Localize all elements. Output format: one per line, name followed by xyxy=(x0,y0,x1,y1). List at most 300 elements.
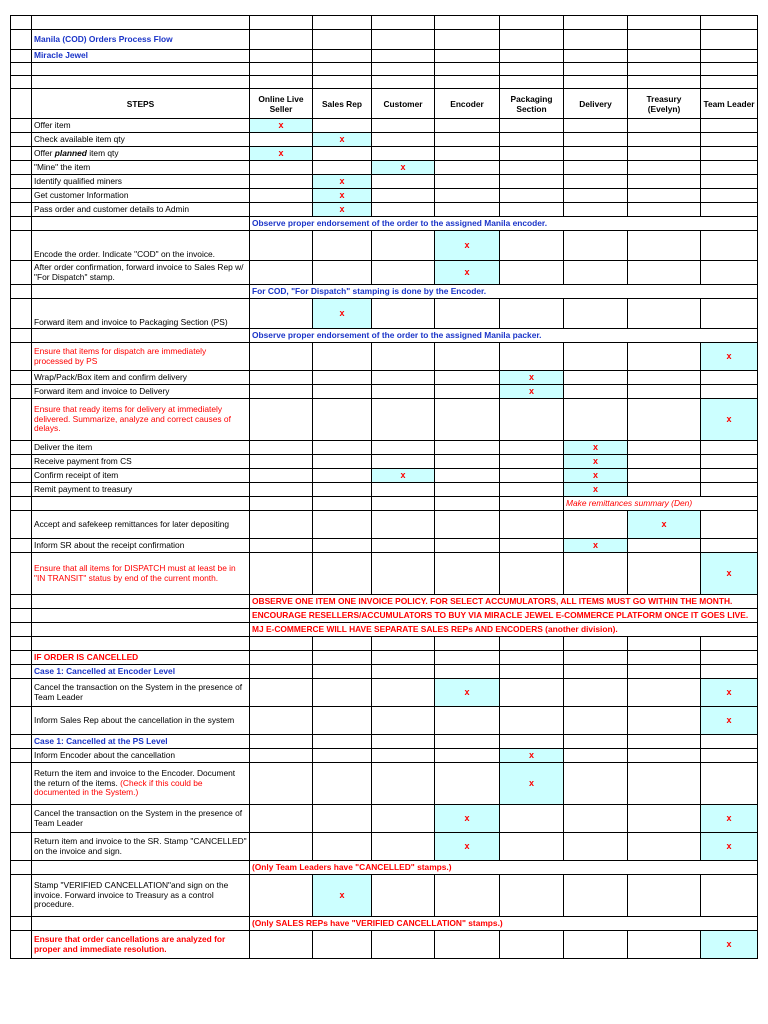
empty-cell[interactable] xyxy=(250,707,313,735)
empty-cell[interactable] xyxy=(701,875,758,917)
empty-cell[interactable] xyxy=(313,455,372,469)
step-text[interactable]: Remit payment to treasury xyxy=(32,483,250,497)
empty-cell[interactable] xyxy=(500,497,564,511)
empty-cell[interactable] xyxy=(435,161,500,175)
empty-cell[interactable] xyxy=(564,385,628,399)
step-text[interactable]: Deliver the item xyxy=(32,441,250,455)
step-text[interactable]: Cancel the transaction on the System in the presence of Team Leader xyxy=(32,805,250,833)
empty-cell[interactable] xyxy=(701,231,758,261)
empty-cell[interactable] xyxy=(250,371,313,385)
empty-cell[interactable] xyxy=(564,299,628,329)
empty-cell[interactable] xyxy=(11,749,32,763)
empty-cell[interactable] xyxy=(250,63,313,76)
note-text[interactable]: (Only Team Leaders have "CANCELLED" stamps.) xyxy=(250,861,758,875)
empty-cell[interactable] xyxy=(11,231,32,261)
empty-cell[interactable] xyxy=(11,217,32,231)
empty-cell[interactable] xyxy=(628,399,701,441)
section-label[interactable]: IF ORDER IS CANCELLED xyxy=(32,651,250,665)
empty-cell[interactable] xyxy=(11,261,32,285)
empty-cell[interactable] xyxy=(372,763,435,805)
empty-cell[interactable] xyxy=(435,133,500,147)
x-mark[interactable]: x xyxy=(701,679,758,707)
empty-cell[interactable] xyxy=(564,343,628,371)
column-header[interactable]: Delivery xyxy=(564,89,628,119)
empty-cell[interactable] xyxy=(435,637,500,651)
empty-cell[interactable] xyxy=(435,16,500,30)
empty-cell[interactable] xyxy=(628,805,701,833)
empty-cell[interactable] xyxy=(313,665,372,679)
empty-cell[interactable] xyxy=(435,651,500,665)
empty-cell[interactable] xyxy=(435,50,500,63)
empty-cell[interactable] xyxy=(500,483,564,497)
step-text[interactable]: Accept and safekeep remittances for later depositing xyxy=(32,511,250,539)
x-mark[interactable]: x xyxy=(435,261,500,285)
empty-cell[interactable] xyxy=(701,371,758,385)
note-text[interactable]: Observe proper endorsement of the order to the assigned Manila packer. xyxy=(250,329,758,343)
empty-cell[interactable] xyxy=(628,63,701,76)
empty-cell[interactable] xyxy=(500,651,564,665)
empty-cell[interactable] xyxy=(564,203,628,217)
empty-cell[interactable] xyxy=(628,749,701,763)
empty-cell[interactable] xyxy=(564,63,628,76)
empty-cell[interactable] xyxy=(11,651,32,665)
empty-cell[interactable] xyxy=(564,735,628,749)
empty-cell[interactable] xyxy=(500,175,564,189)
empty-cell[interactable] xyxy=(32,329,250,343)
empty-cell[interactable] xyxy=(435,147,500,161)
empty-cell[interactable] xyxy=(11,63,32,76)
empty-cell[interactable] xyxy=(564,763,628,805)
note-text[interactable]: ENCOURAGE RESELLERS/ACCUMULATORS TO BUY VIA MIRACLE JEWEL E-COMMERCE PLATFORM ONCE IT GOES LIVE. xyxy=(250,609,758,623)
remittance-note[interactable]: Make remittances summary (Den) xyxy=(564,497,758,511)
empty-cell[interactable] xyxy=(250,299,313,329)
empty-cell[interactable] xyxy=(435,707,500,735)
empty-cell[interactable] xyxy=(250,399,313,441)
empty-cell[interactable] xyxy=(701,119,758,133)
empty-cell[interactable] xyxy=(628,189,701,203)
empty-cell[interactable] xyxy=(564,147,628,161)
empty-cell[interactable] xyxy=(564,511,628,539)
empty-cell[interactable] xyxy=(435,469,500,483)
empty-cell[interactable] xyxy=(11,511,32,539)
empty-cell[interactable] xyxy=(372,133,435,147)
column-header[interactable]: Treasury (Evelyn) xyxy=(628,89,701,119)
empty-cell[interactable] xyxy=(313,763,372,805)
x-mark[interactable]: x xyxy=(435,231,500,261)
empty-cell[interactable] xyxy=(313,161,372,175)
empty-cell[interactable] xyxy=(250,539,313,553)
x-mark[interactable]: x xyxy=(701,805,758,833)
empty-cell[interactable] xyxy=(250,637,313,651)
empty-cell[interactable] xyxy=(372,511,435,539)
empty-cell[interactable] xyxy=(564,651,628,665)
empty-cell[interactable] xyxy=(372,261,435,285)
empty-cell[interactable] xyxy=(11,875,32,917)
empty-cell[interactable] xyxy=(701,539,758,553)
empty-cell[interactable] xyxy=(372,119,435,133)
empty-cell[interactable] xyxy=(500,735,564,749)
empty-cell[interactable] xyxy=(500,16,564,30)
empty-cell[interactable] xyxy=(701,385,758,399)
empty-cell[interactable] xyxy=(628,261,701,285)
empty-cell[interactable] xyxy=(628,16,701,30)
empty-cell[interactable] xyxy=(564,665,628,679)
empty-cell[interactable] xyxy=(435,63,500,76)
empty-cell[interactable] xyxy=(250,553,313,595)
empty-cell[interactable] xyxy=(250,497,313,511)
x-mark[interactable]: x xyxy=(500,749,564,763)
empty-cell[interactable] xyxy=(435,763,500,805)
x-mark[interactable]: x xyxy=(372,161,435,175)
empty-cell[interactable] xyxy=(435,749,500,763)
empty-cell[interactable] xyxy=(11,861,32,875)
empty-cell[interactable] xyxy=(628,343,701,371)
empty-cell[interactable] xyxy=(701,203,758,217)
empty-cell[interactable] xyxy=(313,483,372,497)
empty-cell[interactable] xyxy=(435,483,500,497)
empty-cell[interactable] xyxy=(313,343,372,371)
empty-cell[interactable] xyxy=(32,76,250,89)
step-text[interactable]: Identify qualified miners xyxy=(32,175,250,189)
empty-cell[interactable] xyxy=(701,30,758,50)
step-text[interactable]: Cancel the transaction on the System in the presence of Team Leader xyxy=(32,679,250,707)
empty-cell[interactable] xyxy=(628,483,701,497)
empty-cell[interactable] xyxy=(500,665,564,679)
step-text[interactable]: Inform Sales Rep about the cancellation in the system xyxy=(32,707,250,735)
empty-cell[interactable] xyxy=(372,50,435,63)
empty-cell[interactable] xyxy=(11,385,32,399)
empty-cell[interactable] xyxy=(628,119,701,133)
section-label[interactable]: Case 1: Cancelled at Encoder Level xyxy=(32,665,250,679)
empty-cell[interactable] xyxy=(313,637,372,651)
empty-cell[interactable] xyxy=(628,371,701,385)
empty-cell[interactable] xyxy=(313,735,372,749)
empty-cell[interactable] xyxy=(500,399,564,441)
empty-cell[interactable] xyxy=(11,833,32,861)
empty-cell[interactable] xyxy=(435,553,500,595)
empty-cell[interactable] xyxy=(32,637,250,651)
x-mark[interactable]: x xyxy=(500,385,564,399)
column-header[interactable]: Packaging Section xyxy=(500,89,564,119)
empty-cell[interactable] xyxy=(250,231,313,261)
empty-cell[interactable] xyxy=(250,679,313,707)
empty-cell[interactable] xyxy=(500,30,564,50)
empty-cell[interactable] xyxy=(500,203,564,217)
step-text[interactable]: Stamp "VERIFIED CANCELLATION"and sign on the invoice. Forward invoice to Treasury as a control procedure. xyxy=(32,875,250,917)
empty-cell[interactable] xyxy=(701,455,758,469)
empty-cell[interactable] xyxy=(313,76,372,89)
empty-cell[interactable] xyxy=(500,833,564,861)
empty-cell[interactable] xyxy=(500,161,564,175)
empty-cell[interactable] xyxy=(11,609,32,623)
x-mark[interactable]: x xyxy=(313,299,372,329)
empty-cell[interactable] xyxy=(32,595,250,609)
empty-cell[interactable] xyxy=(11,16,32,30)
empty-cell[interactable] xyxy=(250,343,313,371)
empty-cell[interactable] xyxy=(701,161,758,175)
empty-cell[interactable] xyxy=(628,161,701,175)
empty-cell[interactable] xyxy=(500,231,564,261)
empty-cell[interactable] xyxy=(32,609,250,623)
empty-cell[interactable] xyxy=(628,133,701,147)
empty-cell[interactable] xyxy=(435,399,500,441)
step-text[interactable]: Ensure that items for dispatch are immediately processed by PS xyxy=(32,343,250,371)
empty-cell[interactable] xyxy=(250,875,313,917)
empty-cell[interactable] xyxy=(11,399,32,441)
empty-cell[interactable] xyxy=(628,553,701,595)
empty-cell[interactable] xyxy=(628,875,701,917)
x-mark[interactable]: x xyxy=(313,175,372,189)
empty-cell[interactable] xyxy=(628,441,701,455)
empty-cell[interactable] xyxy=(628,637,701,651)
empty-cell[interactable] xyxy=(701,147,758,161)
empty-cell[interactable] xyxy=(564,371,628,385)
step-text[interactable]: Inform SR about the receipt confirmation xyxy=(32,539,250,553)
empty-cell[interactable] xyxy=(564,637,628,651)
empty-cell[interactable] xyxy=(564,231,628,261)
empty-cell[interactable] xyxy=(372,76,435,89)
empty-cell[interactable] xyxy=(564,931,628,959)
empty-cell[interactable] xyxy=(313,399,372,441)
empty-cell[interactable] xyxy=(701,763,758,805)
empty-cell[interactable] xyxy=(628,175,701,189)
empty-cell[interactable] xyxy=(564,189,628,203)
empty-cell[interactable] xyxy=(372,343,435,371)
empty-cell[interactable] xyxy=(313,553,372,595)
empty-cell[interactable] xyxy=(628,231,701,261)
empty-cell[interactable] xyxy=(628,147,701,161)
empty-cell[interactable] xyxy=(250,203,313,217)
empty-cell[interactable] xyxy=(11,483,32,497)
empty-cell[interactable] xyxy=(313,63,372,76)
empty-cell[interactable] xyxy=(11,371,32,385)
empty-cell[interactable] xyxy=(628,455,701,469)
x-mark[interactable]: x xyxy=(564,483,628,497)
empty-cell[interactable] xyxy=(701,735,758,749)
empty-cell[interactable] xyxy=(250,469,313,483)
empty-cell[interactable] xyxy=(11,441,32,455)
empty-cell[interactable] xyxy=(500,299,564,329)
empty-cell[interactable] xyxy=(564,50,628,63)
x-mark[interactable]: x xyxy=(564,455,628,469)
x-mark[interactable]: x xyxy=(313,189,372,203)
empty-cell[interactable] xyxy=(250,161,313,175)
step-text[interactable]: Forward item and invoice to Delivery xyxy=(32,385,250,399)
column-header[interactable]: Team Leader xyxy=(701,89,758,119)
empty-cell[interactable] xyxy=(372,189,435,203)
empty-cell[interactable] xyxy=(628,833,701,861)
empty-cell[interactable] xyxy=(250,189,313,203)
empty-cell[interactable] xyxy=(250,30,313,50)
empty-cell[interactable] xyxy=(313,833,372,861)
empty-cell[interactable] xyxy=(11,161,32,175)
empty-cell[interactable] xyxy=(564,161,628,175)
empty-cell[interactable] xyxy=(564,119,628,133)
step-text[interactable]: Offer item xyxy=(32,119,250,133)
empty-cell[interactable] xyxy=(11,285,32,299)
x-mark[interactable]: x xyxy=(701,399,758,441)
x-mark[interactable]: x xyxy=(500,763,564,805)
empty-cell[interactable] xyxy=(313,231,372,261)
empty-cell[interactable] xyxy=(372,707,435,735)
empty-cell[interactable] xyxy=(564,30,628,50)
empty-cell[interactable] xyxy=(313,511,372,539)
empty-cell[interactable] xyxy=(500,931,564,959)
empty-cell[interactable] xyxy=(435,665,500,679)
step-text[interactable]: "Mine" the item xyxy=(32,161,250,175)
empty-cell[interactable] xyxy=(372,553,435,595)
column-header[interactable]: Customer xyxy=(372,89,435,119)
empty-cell[interactable] xyxy=(313,805,372,833)
empty-cell[interactable] xyxy=(500,189,564,203)
empty-cell[interactable] xyxy=(564,679,628,707)
empty-cell[interactable] xyxy=(500,679,564,707)
empty-cell[interactable] xyxy=(435,189,500,203)
empty-cell[interactable] xyxy=(11,931,32,959)
empty-cell[interactable] xyxy=(564,553,628,595)
empty-cell[interactable] xyxy=(313,931,372,959)
empty-cell[interactable] xyxy=(701,651,758,665)
empty-cell[interactable] xyxy=(372,299,435,329)
empty-cell[interactable] xyxy=(250,735,313,749)
empty-cell[interactable] xyxy=(564,175,628,189)
empty-cell[interactable] xyxy=(500,553,564,595)
note-text[interactable]: Observe proper endorsement of the order to the assigned Manila encoder. xyxy=(250,217,758,231)
empty-cell[interactable] xyxy=(250,665,313,679)
step-text[interactable]: Inform Encoder about the cancellation xyxy=(32,749,250,763)
empty-cell[interactable] xyxy=(435,76,500,89)
empty-cell[interactable] xyxy=(564,875,628,917)
empty-cell[interactable] xyxy=(372,679,435,707)
empty-cell[interactable] xyxy=(435,175,500,189)
empty-cell[interactable] xyxy=(313,707,372,735)
step-text[interactable]: Ensure that ready items for delivery at immediately delivered. Summarize, analyze and correct causes of delays. xyxy=(32,399,250,441)
empty-cell[interactable] xyxy=(250,805,313,833)
x-mark[interactable]: x xyxy=(250,147,313,161)
empty-cell[interactable] xyxy=(500,805,564,833)
steps-header[interactable]: STEPS xyxy=(32,89,250,119)
empty-cell[interactable] xyxy=(11,119,32,133)
empty-cell[interactable] xyxy=(500,875,564,917)
empty-cell[interactable] xyxy=(313,30,372,50)
empty-cell[interactable] xyxy=(11,343,32,371)
empty-cell[interactable] xyxy=(372,483,435,497)
empty-cell[interactable] xyxy=(372,147,435,161)
empty-cell[interactable] xyxy=(313,50,372,63)
empty-cell[interactable] xyxy=(11,455,32,469)
empty-cell[interactable] xyxy=(701,189,758,203)
x-mark[interactable]: x xyxy=(628,511,701,539)
empty-cell[interactable] xyxy=(435,497,500,511)
empty-cell[interactable] xyxy=(500,441,564,455)
empty-cell[interactable] xyxy=(435,441,500,455)
empty-cell[interactable] xyxy=(628,679,701,707)
empty-cell[interactable] xyxy=(11,147,32,161)
empty-cell[interactable] xyxy=(313,119,372,133)
x-mark[interactable]: x xyxy=(500,371,564,385)
empty-cell[interactable] xyxy=(313,371,372,385)
empty-cell[interactable] xyxy=(500,261,564,285)
x-mark[interactable]: x xyxy=(435,679,500,707)
empty-cell[interactable] xyxy=(32,917,250,931)
empty-cell[interactable] xyxy=(11,637,32,651)
empty-cell[interactable] xyxy=(11,735,32,749)
empty-cell[interactable] xyxy=(628,76,701,89)
empty-cell[interactable] xyxy=(11,553,32,595)
empty-cell[interactable] xyxy=(11,189,32,203)
empty-cell[interactable] xyxy=(701,511,758,539)
step-text[interactable]: Encode the order. Indicate "COD" on the invoice. xyxy=(32,231,250,261)
empty-cell[interactable] xyxy=(11,623,32,637)
empty-cell[interactable] xyxy=(628,385,701,399)
empty-cell[interactable] xyxy=(313,469,372,483)
empty-cell[interactable] xyxy=(372,175,435,189)
empty-cell[interactable] xyxy=(500,50,564,63)
empty-cell[interactable] xyxy=(701,133,758,147)
empty-cell[interactable] xyxy=(250,441,313,455)
empty-cell[interactable] xyxy=(435,539,500,553)
step-text[interactable]: Confirm receipt of item xyxy=(32,469,250,483)
step-text[interactable]: Wrap/Pack/Box item and confirm delivery xyxy=(32,371,250,385)
empty-cell[interactable] xyxy=(628,50,701,63)
empty-cell[interactable] xyxy=(701,441,758,455)
x-mark[interactable]: x xyxy=(313,203,372,217)
title-cell[interactable] xyxy=(32,30,250,50)
empty-cell[interactable] xyxy=(435,371,500,385)
x-mark[interactable]: x xyxy=(701,833,758,861)
empty-cell[interactable] xyxy=(313,539,372,553)
empty-cell[interactable] xyxy=(701,483,758,497)
step-text[interactable]: Get customer Information xyxy=(32,189,250,203)
empty-cell[interactable] xyxy=(701,50,758,63)
empty-cell[interactable] xyxy=(500,119,564,133)
empty-cell[interactable] xyxy=(250,763,313,805)
empty-cell[interactable] xyxy=(32,217,250,231)
empty-cell[interactable] xyxy=(628,469,701,483)
step-text[interactable]: Pass order and customer details to Admin xyxy=(32,203,250,217)
empty-cell[interactable] xyxy=(500,455,564,469)
empty-cell[interactable] xyxy=(250,261,313,285)
empty-cell[interactable] xyxy=(701,63,758,76)
empty-cell[interactable] xyxy=(435,343,500,371)
empty-cell[interactable] xyxy=(372,875,435,917)
empty-cell[interactable] xyxy=(313,385,372,399)
empty-cell[interactable] xyxy=(500,637,564,651)
note-text[interactable]: (Only SALES REPs have "VERIFIED CANCELLATION" stamps.) xyxy=(250,917,758,931)
empty-cell[interactable] xyxy=(250,511,313,539)
empty-cell[interactable] xyxy=(313,16,372,30)
empty-cell[interactable] xyxy=(701,637,758,651)
x-mark[interactable]: x xyxy=(564,441,628,455)
empty-cell[interactable] xyxy=(435,299,500,329)
note-text[interactable]: OBSERVE ONE ITEM ONE INVOICE POLICY. FOR SELECT ACCUMULATORS, ALL ITEMS MUST GO WITHIN THE MONTH. xyxy=(250,595,758,609)
step-text[interactable] xyxy=(32,147,250,161)
x-mark[interactable]: x xyxy=(250,119,313,133)
empty-cell[interactable] xyxy=(628,299,701,329)
empty-cell[interactable] xyxy=(628,665,701,679)
empty-cell[interactable] xyxy=(372,735,435,749)
column-header[interactable]: Encoder xyxy=(435,89,500,119)
empty-cell[interactable] xyxy=(564,749,628,763)
x-mark[interactable]: x xyxy=(435,805,500,833)
step-text[interactable]: Ensure that all items for DISPATCH must at least be in "IN TRANSIT" status by end of the current month. xyxy=(32,553,250,595)
empty-cell[interactable] xyxy=(435,30,500,50)
empty-cell[interactable] xyxy=(250,833,313,861)
empty-cell[interactable] xyxy=(313,679,372,707)
empty-cell[interactable] xyxy=(435,119,500,133)
empty-cell[interactable] xyxy=(628,30,701,50)
empty-cell[interactable] xyxy=(564,133,628,147)
